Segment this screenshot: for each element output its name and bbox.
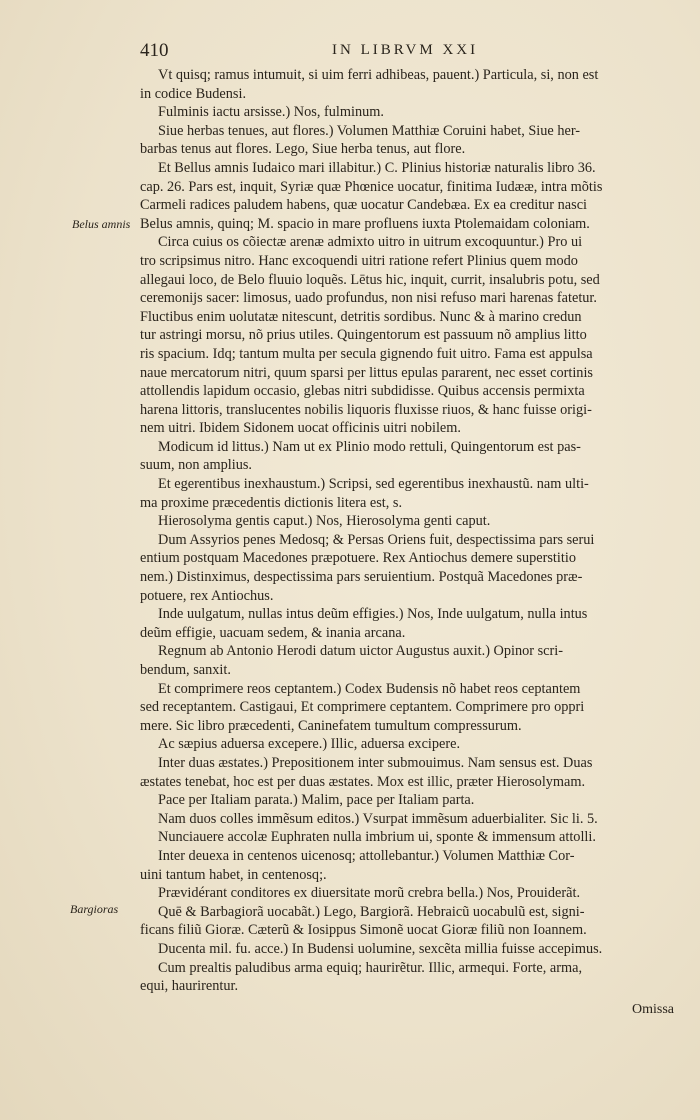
text-line: Et Bellus amnis Iudaico mari illabitur.) C. Plinius historiæ naturalis libro 36. xyxy=(158,159,596,176)
text-line: ma proxime præcedentis dictionis litera est, s. xyxy=(140,494,403,511)
text-line: Dum Assyrios penes Medosq; & Persas Oriens fuit, despectissima pars serui xyxy=(158,531,595,548)
text-line: Nam duos colles immẽsum editos.) Vsurpat immẽsum aduerbialiter. Sic li. 5. xyxy=(158,810,598,827)
text-line: Siue herbas tenues, aut flores.) Volumen Matthiæ Coruini habet, Siue her- xyxy=(158,122,581,139)
text-line: Pace per Italiam parata.) Malim, pace per Italiam parta. xyxy=(158,792,475,809)
text-line: Inter duas æstates.) Prepositionem inter submouimus. Nam sensus est. Duas xyxy=(158,754,593,771)
text-line: Carmeli radices paludem habens, quæ uocatur Candebæa. Ex ea creditur nasci xyxy=(140,197,588,214)
text-line: Et comprimere reos ceptantem.) Codex Budensis nõ habet reos ceptantem xyxy=(158,680,581,697)
text-line: Ac sæpius aduersa excepere.) Illic, aduersa excipere. xyxy=(158,736,461,753)
text-line: barbas tenus aut flores. Lego, Siue herba tenus, aut flore. xyxy=(140,141,466,158)
body-text xyxy=(140,66,676,996)
text-line: tur astringi morsu, nõ prius utiles. Quingentorum est passuum nõ amplius litto xyxy=(140,327,587,344)
catchword: Omissa xyxy=(632,1002,674,1017)
margin-note-belus: Belus amnis xyxy=(72,217,131,231)
text-line: Circa cuius os cõiectæ arenæ admixto uitro in uitrum excoquuntur.) Pro ui xyxy=(158,234,583,251)
text-line: æstates tenebat, hoc est per duas æstates. Mox est illic, præter Hierosolymam. xyxy=(140,773,586,790)
text-line: potuere, rex Antiochus. xyxy=(140,587,274,604)
text-line: allegaui loco, de Belo fluuio loquẽs. Lētus hic, inquit, currit, insalubris potu, sed xyxy=(140,271,600,288)
text-line: uini tantum habet, in centenosq;. xyxy=(140,866,327,883)
text-line: nem.) Distinximus, despectissima pars seruientium. Postquã Macedones præ- xyxy=(140,569,583,586)
text-line: naue mercatorum nitri, quum sparsi per littus epulas pararent, nec esset cortinis xyxy=(140,364,593,381)
text-line: Inde uulgatum, nullas intus deũm effigies.) Nos, Inde uulgatum, nulla intus xyxy=(158,606,588,623)
page-header xyxy=(140,40,680,62)
page-number: 410 xyxy=(140,40,169,61)
text-line: Hierosolyma gentis caput.) Nos, Hierosolyma genti caput. xyxy=(158,513,491,530)
text-line: attollendis lapidum occasio, glebas nitri subdidisse. Quibus accensis permixta xyxy=(140,383,585,400)
text-line: Fluctibus enim uolutatæ nitescunt, detritis sordibus. Nunc & à marino credun xyxy=(140,308,582,325)
margin-note-bargioras: Bargioras xyxy=(70,902,119,916)
text-line: equi, haurirentur. xyxy=(140,978,239,995)
running-head: IN LIBRVM XXI xyxy=(332,42,479,58)
text-line: Quē & Barbagiorã uocabãt.) Lego, Bargiorã. Hebraicũ uocabulũ est, signi- xyxy=(158,903,585,920)
text-line: Nunciauere accolæ Euphraten nulla imbrium ui, sponte & immensum attolli. xyxy=(158,829,596,846)
text-line: ris spacium. Idq; tantum multa per secula gignendo fuit uitro. Fama est appulsa xyxy=(140,345,593,362)
text-line: cap. 26. Pars est, inquit, Syriæ quæ Phœnice uocatur, finitima Iudææ, intra mõtis xyxy=(140,178,603,195)
text-line: deũm effigie, uacuam sedem, & inania arcana. xyxy=(140,624,406,641)
text-line: harena littoris, translucentes nobilis liquoris fluxisse riuos, & hanc fuisse origi- xyxy=(140,401,592,418)
text-line: suum, non amplius. xyxy=(140,457,252,474)
text-line: tro scripsimus nitro. Hanc excoquendi uitri ratione refert Plinius quem modo xyxy=(140,252,578,269)
text-line: Modicum id littus.) Nam ut ex Plinio modo rettuli, Quingentorum est pas- xyxy=(158,438,581,455)
text-line: Belus amnis, quinq; M. spacio in mare profluens iuxta Ptolemaidam coloniam. xyxy=(140,215,590,232)
text-line: bendum, sanxit. xyxy=(140,662,231,678)
text-line: in codice Budensi. xyxy=(140,85,247,102)
text-line: Regnum ab Antonio Herodi datum uictor Augustus auxit.) Opinor scri- xyxy=(158,643,564,660)
text-line: entium postquam Macedones præpotuere. Rex Antiochus demere superstitio xyxy=(140,550,576,567)
text-line: Inter deuexa in centenos uicenosq; attollebantur.) Volumen Matthiæ Cor- xyxy=(158,847,575,864)
text-line: Prævidérant conditores ex diuersitate morũ crebra bella.) Nos, Prouiderãt. xyxy=(158,885,581,902)
text-line: Cum prealtis paludibus arma equiq; haurirẽtur. Illic, armequi. Forte, arma, xyxy=(158,959,583,976)
text-line: Ducenta mil. fu. acce.) In Budensi uolumine, sexcẽta millia fuisse accepimus. xyxy=(158,940,603,957)
text-line: Vt quisq; ramus intumuit, si uim ferri adhibeas, pauent.) Particula, si, non est xyxy=(158,67,599,83)
text-line: Et egerentibus inexhaustum.) Scripsi, sed egerentibus inexhaustũ. nam ulti- xyxy=(158,476,589,493)
text-line: ficans filiũ Gioræ. Cæterũ & Iosippus Simonẽ uocat Gioræ filiũ non Ioannem. xyxy=(140,922,587,939)
text-line: mere. Sic libro præcedenti, Caninefatem tumultum compressurum. xyxy=(140,717,522,734)
text-line: nem uitri. Ibidem Sidonem uocat officinis uitri nobilem. xyxy=(140,420,461,437)
text-line: ceremonijs sacer: limosus, uado profundus, non nisi refuso mari harenas fatetur. xyxy=(140,290,597,307)
text-line: Fulminis iactu arsisse.) Nos, fulminum. xyxy=(158,104,384,121)
text-line: sed receptantem. Castigaui, Et comprimere ceptantem. Comprimere pro oppri xyxy=(140,699,585,716)
